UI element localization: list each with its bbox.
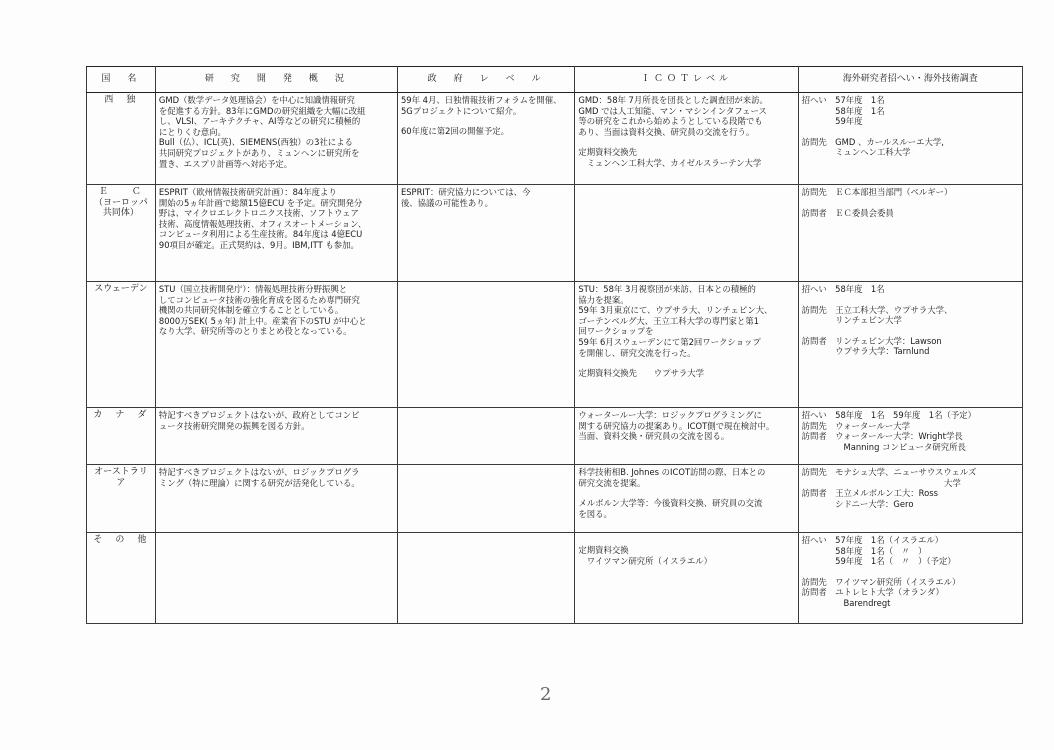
text-line: 招へい 57年度 1名（イスラエル） xyxy=(801,535,944,545)
text-line: を図る。 xyxy=(578,508,612,519)
header-research: 研 究 開 発 概 況 xyxy=(155,67,397,93)
overseas-cell xyxy=(798,533,1022,624)
text-line: 特記すべきプロジェクトはないが、政府としてコンピ xyxy=(158,410,360,420)
page-number: 2 xyxy=(540,684,552,705)
text-line: 定期資料交換 xyxy=(578,545,629,555)
country-cell: カ ナ ダ xyxy=(87,408,156,465)
text-line: ESPRIT：研究協力については、今 xyxy=(400,187,531,197)
text-line: ESPRIT（欧州情報技術研究計画）：84年度より xyxy=(158,187,337,197)
text-line: 開始の5ヵ年計画で総額15億ECU を予定。研究開発分 xyxy=(158,197,363,208)
text-line: 訪問先 モナシュ大学、ニューサウスウェルズ xyxy=(801,467,977,477)
text-line: 招へい 57年度 1名 xyxy=(801,95,885,105)
text-line: GMD（数学データ処理協会）を中心に知識情報研究 xyxy=(158,95,355,105)
text-line: 科学技術相B. Johnes のICOT訪問の際、日本との xyxy=(578,467,766,477)
government-cell xyxy=(397,185,574,282)
research-cell xyxy=(155,93,397,185)
text-line: 訪問者 ＥＣ委員会委員 xyxy=(801,207,894,218)
text-line: 後、協議の可能性あり。 xyxy=(400,197,494,208)
header-overseas: 海外研究者招へい・海外技術調査 xyxy=(798,67,1022,93)
text-line: 機関の共同研究体制を確立することとしている。 xyxy=(158,305,344,316)
text-line: STU（国立技術開発庁）：情報処理技術分野振興と xyxy=(158,284,348,294)
text-line: 59年度 1名（ 〃 ）（予定） xyxy=(801,556,956,567)
text-line: してコンピュータ技術の強化育成を図るため専門研究 xyxy=(158,294,360,305)
government-cell xyxy=(397,465,574,533)
text-line: 訪問先 王立工科大学、ウプサラ大学、 xyxy=(801,304,953,315)
text-line: 訪問先 ワイツマン研究所（イスラエル） xyxy=(801,576,961,587)
text-line: 定期資料交換先 xyxy=(578,147,637,158)
row-west-germany xyxy=(87,93,1023,185)
overseas-cell xyxy=(798,93,1022,185)
icot-cell xyxy=(575,282,798,408)
overseas-cell xyxy=(798,282,1022,408)
icot-cell xyxy=(575,93,798,185)
text-line: Barendregt xyxy=(801,597,891,608)
header-row xyxy=(87,67,1023,93)
text-line: ウォータールー大学：ロジックプログラミングに xyxy=(578,410,762,420)
header-government: 政 府 レ ベ ル xyxy=(397,67,574,93)
row-others xyxy=(87,533,1023,624)
text-line: を開催し、研究交流を行った。 xyxy=(578,347,696,358)
text-line: ュータ技術研究開発の振興を図る方針。 xyxy=(158,420,310,431)
overseas-cell xyxy=(798,408,1022,465)
icot-cell xyxy=(575,533,798,624)
row-sweden xyxy=(87,282,1023,408)
text-line: コンピュータ利用による生産技術。84年度は 4億ECU xyxy=(158,229,363,240)
country-cell xyxy=(87,185,156,282)
text-line: 訪問者 ユトレヒト大学（オランダ） xyxy=(801,587,944,598)
text-line: 訪問者 ウォータールー大学：Wright学長 xyxy=(801,431,963,442)
text-line: 60年度に第2回の開催予定。 xyxy=(400,126,510,137)
icot-cell xyxy=(575,465,798,533)
text-line: 59年 3月東京にて、ウプサラ大、リンチェピン大、 xyxy=(578,305,773,316)
text-line: Manning コンピュータ研究所長 xyxy=(801,441,966,452)
text-line: 置き、エスプリ計画等へ対応予定。 xyxy=(158,158,293,169)
text-line: 協力を提案。 xyxy=(578,294,629,305)
government-cell xyxy=(397,282,574,408)
government-cell xyxy=(397,408,574,465)
text-line: 訪問先 ウォータールー大学 xyxy=(801,420,910,431)
text-line: 58年度 1名 xyxy=(801,105,885,116)
country-line: Ｅ Ｃ xyxy=(98,187,143,197)
text-line: し、VLSI、アーキテクチャ、AI等などの研究に積極的 xyxy=(158,116,361,127)
header-country: 国 名 xyxy=(87,67,156,93)
overseas-research-table xyxy=(86,66,1023,624)
text-line: 58年度 1名（ 〃 ） xyxy=(801,545,927,556)
government-cell xyxy=(397,533,574,624)
text-line: 8000万SEK( 5ヵ年) 計上中。産業省下のSTU が中心と xyxy=(158,315,367,326)
text-line: 関する研究協力の提案あり。ICOT側で現在検討中。 xyxy=(578,420,775,431)
row-ec xyxy=(87,185,1023,282)
text-line: 大学 xyxy=(801,477,961,488)
country-cell: オーストラリア xyxy=(87,465,156,533)
overseas-cell xyxy=(798,185,1022,282)
text-line: ミュンヘン工科大学、カイゼルスラーテン大学 xyxy=(578,157,762,168)
government-cell xyxy=(397,93,574,185)
text-line: 訪問先 GMD 、カールスルーエ大学, xyxy=(801,136,944,147)
text-line: あり、当面は資料交換、研究員の交流を行う。 xyxy=(578,126,755,137)
text-line: GMD では人工知能、マン・マシンインタフェース xyxy=(578,105,767,116)
text-line: 特記すべきプロジェクトはないが、ロジックプログラ xyxy=(158,467,360,477)
text-line: 59年度 xyxy=(801,116,863,127)
country-line: （ヨーロッパ xyxy=(94,197,148,208)
country-line: 共同体） xyxy=(102,208,139,219)
text-line: ウプサラ大学：Tarnlund xyxy=(801,346,930,357)
header-icot: ＩＣＯＴレベル xyxy=(575,67,798,93)
country-cell: スウェーデン xyxy=(87,282,156,408)
text-line: なり大学、研究所等のとりまとめ役となっている。 xyxy=(158,326,352,337)
research-cell xyxy=(155,533,397,624)
text-line: 90項目が確定。正式契約は、9月。IBM,ITT も参加。 xyxy=(158,239,359,250)
text-line: 野は、マイクロエレクトロニクス技術、ソフトウェア xyxy=(158,208,359,219)
research-cell xyxy=(155,282,397,408)
text-line: メルボルン大学等：今後資料交換、研究員の交流 xyxy=(578,498,763,509)
row-canada xyxy=(87,408,1023,465)
text-line: 研究交流を提案。 xyxy=(578,477,646,488)
text-line: ミュンヘン工科大学 xyxy=(801,147,911,158)
text-line: 当面、資料交換・研究員の交流を図る。 xyxy=(578,431,730,442)
text-line: 59年 4月、日独情報技術フォラムを開催、 xyxy=(400,95,562,105)
country-cell: 西 独 xyxy=(87,93,156,185)
row-australia xyxy=(87,465,1023,533)
text-line: STU：58年 3月視察団が来訪、日本との積極的 xyxy=(578,284,756,294)
text-line: 回ワークショップを xyxy=(578,326,654,337)
text-line: を促進する方針。83年にGMDの研究組織を大幅に改組 xyxy=(158,105,366,116)
text-line: 定期資料交換先 ウプサラ大学 xyxy=(578,368,704,379)
research-cell xyxy=(155,465,397,533)
text-line: ゴーテンベルグ大、王立工科大学の専門家と第1 xyxy=(578,315,759,326)
text-line: にとりくむ意向。 xyxy=(158,126,226,137)
research-cell xyxy=(155,185,397,282)
text-line: リンチェピン大学 xyxy=(801,315,902,326)
icot-cell xyxy=(575,185,798,282)
text-line: GMD：58年 7月所長を団長とした調査団が来訪。 xyxy=(578,95,768,105)
text-line: 等の研究をこれから始めようとしている段階でも xyxy=(578,116,763,127)
text-line: 59年 6月スウェーデンにて第2回ワークショップ xyxy=(578,336,761,347)
overseas-cell xyxy=(798,465,1022,533)
text-line: 技術、高度情報処理技術、オフィスオートメーション、 xyxy=(158,218,367,229)
text-line: 招へい 58年度 1名 xyxy=(801,284,885,294)
text-line: 共同研究プロジェクトがあり、ミュンヘンに研究所を xyxy=(158,147,360,158)
research-cell xyxy=(155,408,397,465)
country-cell: そ の 他 xyxy=(87,533,156,624)
text-line: シドニー大学：Gero xyxy=(801,498,914,509)
text-line: 招へい 58年度 1名 59年度 1名（予定） xyxy=(801,410,976,420)
text-line: ワイツマン研究所（イスラエル） xyxy=(578,555,712,566)
text-line: 訪問者 王立メルボルン工大：Ross xyxy=(801,488,938,499)
icot-cell xyxy=(575,408,798,465)
text-line: ミング（特に理論）に関する研究が活発化している。 xyxy=(158,477,360,488)
text-line: Bull（仏）、ICL(英)、SIEMENS(西独）の3社による xyxy=(158,137,353,148)
text-line: 訪問者 リンチェピン大学：Lawson xyxy=(801,335,942,346)
text-line: 訪問先 ＥＣ本部担当部門（ベルギー） xyxy=(801,187,953,197)
text-line: 5Gプロジェクトについて紹介。 xyxy=(400,105,522,116)
